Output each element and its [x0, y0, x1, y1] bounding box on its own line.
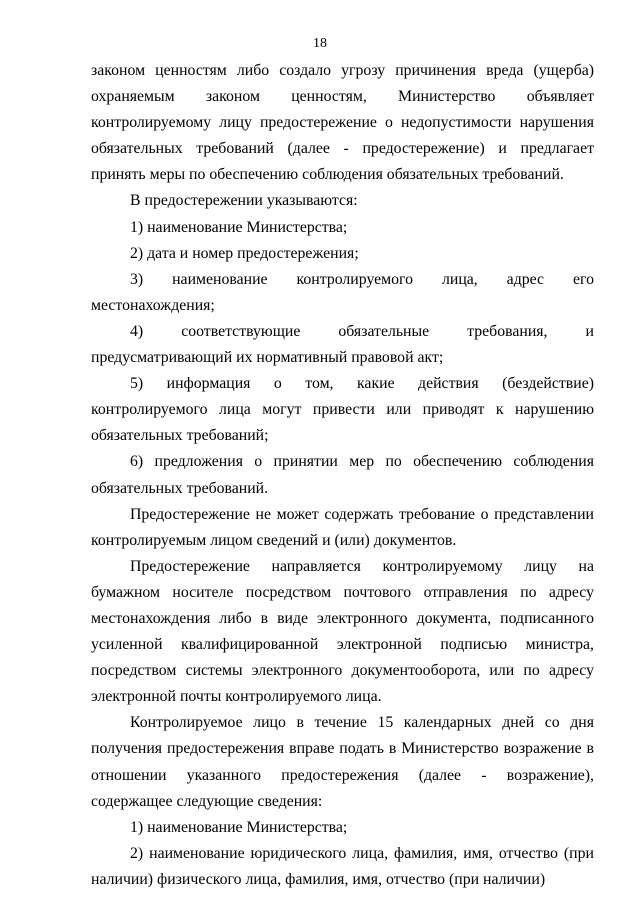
list-item-1: 1) наименование Министерства;: [130, 218, 348, 236]
list-item-3: 3) наименование контролируемого лица, адрес его местонахождения;: [91, 270, 594, 314]
paragraph-objection: Контролируемое лицо в течение 15 календарных дней со дня получения предостережения вправе подать в Министерство возражение в отношении указанного предостережения (далее - возражение), содержащее следующие сведения:: [91, 714, 594, 810]
paragraph-delivery: Предостережение направляется контролируемому лицу на бумажном носителе посредством почтового отправления по адресу местонахождения либо в виде электронного документа, подписанного усиленной квалифицированной электронной подписью министра, посредством системы электронного документооборота, или по адресу электронной почты контролируемого лица.: [91, 557, 594, 706]
objection-list-item-1: 1) наименование Министерства;: [130, 818, 348, 836]
paragraph-restriction: Предостережение не может содержать требование о представлении контролируемым лицом сведений и (или) документов.: [91, 505, 594, 549]
document-body: [91, 58, 594, 893]
paragraph-continuation: законом ценностям либо создало угрозу причинения вреда (ущерба) охраняемым законом ценностям, Министерство объявляет контролируемому лицу предостережение о недопустимости нарушения обязательных требований (далее - предостережение) и предлагает принять меры по обеспечению соблюдения обязательных требований.: [91, 62, 594, 184]
list-item-4: 4) соответствующие обязательные требования, и предусматривающий их нормативный правовой акт;: [91, 322, 594, 367]
paragraph-warning-contents-intro: В предостережении указываются:: [130, 192, 358, 210]
list-item-5: 5) информация о том, какие действия (бездействие) контролируемого лица могут привести или приводят к нарушению обязательных требований;: [91, 375, 594, 445]
list-item-2: 2) дата и номер предостережения;: [130, 244, 359, 262]
page-number: 18: [313, 36, 327, 51]
objection-list-item-2: 2) наименование юридического лица, фамилия, имя, отчество (при наличии) физического лица, фамилия, имя, отчество (при наличии): [91, 844, 594, 888]
list-item-6: 6) предложения о принятии мер по обеспечению соблюдения обязательных требований.: [91, 453, 594, 497]
